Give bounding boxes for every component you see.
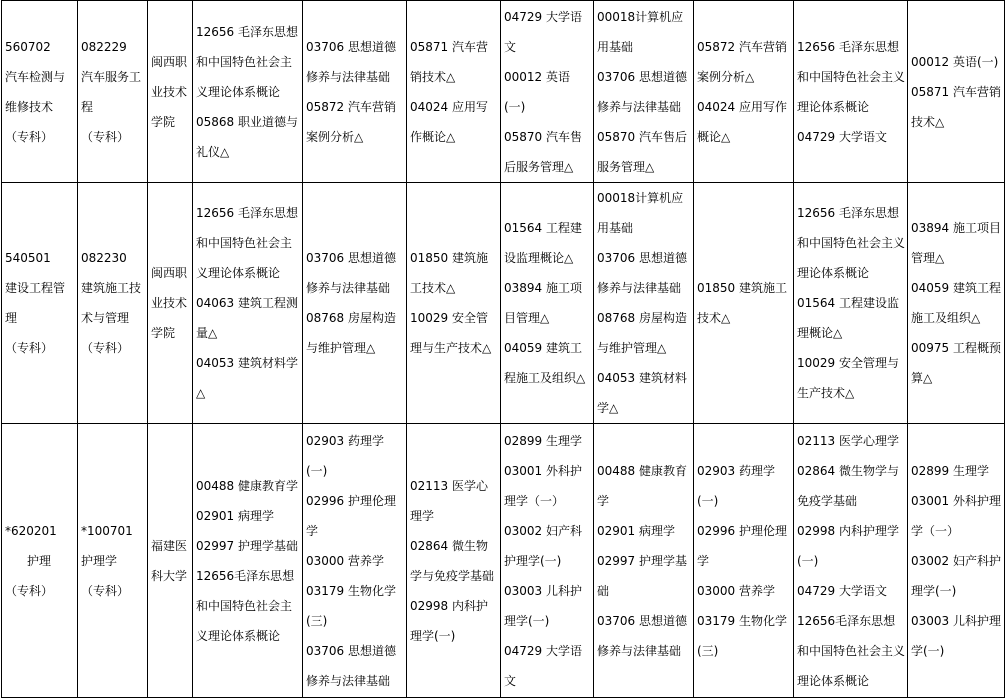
course: 05872 汽车营销案例分析△ <box>697 39 787 84</box>
course-cell <box>501 1 594 183</box>
course-cell <box>694 1 794 183</box>
course-cell <box>794 183 908 424</box>
course: 00018计算机应用基础 <box>597 9 684 54</box>
course-cell <box>908 183 1005 424</box>
school-major-level: （专科） <box>81 583 130 598</box>
course: 04063 建筑工程测量△ <box>196 296 298 340</box>
course: 08768 房屋构造与维护管理△ <box>306 311 396 355</box>
course: 03002 妇产科护理学(一) <box>504 523 582 568</box>
course: 03003 儿科护理学(一) <box>504 583 582 628</box>
course: 02998 内科护理学(一) <box>797 523 899 568</box>
major-level: （专科） <box>5 583 54 598</box>
major-code: *620201 <box>5 523 57 538</box>
course-cell <box>594 424 694 698</box>
course: 12656毛泽东思想和中国特色社会主义理论体系概论 <box>797 613 906 688</box>
school-major-cell <box>78 424 148 698</box>
major-name: 护理 <box>27 553 52 568</box>
course: 00975 工程概预算△ <box>911 341 1001 385</box>
course: 03002 妇产科护理学(一) <box>911 553 1001 598</box>
course: 03003 儿科护理学(一) <box>911 613 1001 658</box>
course: 01850 建筑施工技术△ <box>410 251 488 295</box>
course-cell <box>303 424 407 698</box>
school-major-name: 汽车服务工程 <box>81 69 142 114</box>
course: 03000 营养学 <box>697 583 775 598</box>
course: 03706 思想道德修养与法律基础 <box>306 251 396 295</box>
course: 02113 医学心理学 <box>797 433 899 448</box>
course: 02996 护理伦理学 <box>697 523 787 568</box>
course: 08768 房屋构造与维护管理△ <box>597 311 687 355</box>
course: 04024 应用写作概论△ <box>410 99 488 144</box>
course-cell <box>908 1 1005 183</box>
course: 05870 汽车售后服务管理△ <box>597 129 687 174</box>
course: 02899 生理学 <box>911 463 989 478</box>
table-row <box>2 424 1005 698</box>
course: 02996 护理伦理学 <box>306 493 396 538</box>
course-cell <box>407 183 501 424</box>
school-major-cell <box>78 1 148 183</box>
course-cell <box>193 424 303 698</box>
course: 00488 健康教育学 <box>597 463 687 508</box>
exam-schedule-table <box>1 0 1005 698</box>
course: 03179 生物化学(三) <box>306 583 396 628</box>
course: 02997 护理学基础 <box>597 553 687 598</box>
course-cell <box>694 183 794 424</box>
school-major-level: （专科） <box>81 341 130 355</box>
course: 03179 生物化学(三) <box>697 613 787 658</box>
course: 04729 大学语文 <box>797 583 887 598</box>
school-major-name: 建筑施工技术与管理 <box>81 281 142 325</box>
course: 04729 大学语文 <box>797 129 887 144</box>
course: 02901 病理学 <box>597 523 675 538</box>
course: 04053 建筑材料学△ <box>597 371 687 415</box>
course: 12656 毛泽东思想和中国特色社会主义理论体系概论 <box>196 24 298 99</box>
major-code: 540501 <box>5 251 51 265</box>
course-cell <box>794 424 908 698</box>
course: 03706 思想道德修养与法律基础 <box>306 643 396 688</box>
course: 04024 应用写作概论△ <box>697 99 787 144</box>
school-major-cell <box>78 183 148 424</box>
course: 03706 思想道德修养与法律基础 <box>597 69 687 114</box>
major-cell <box>2 183 78 424</box>
course-cell <box>407 1 501 183</box>
course: 04053 建筑材料学△ <box>196 356 298 400</box>
course: 03000 营养学 <box>306 553 384 568</box>
course-cell <box>694 424 794 698</box>
course: 03001 外科护理学（一） <box>911 493 1001 538</box>
course: 03001 外科护理学（一） <box>504 463 582 508</box>
school-major-code: 082230 <box>81 251 127 265</box>
course: 02997 护理学基础 <box>196 538 298 553</box>
course: 00012 英语(一) <box>504 69 570 114</box>
course: 03894 施工项目管理△ <box>911 221 1001 265</box>
school-cell: 闽西职业技术学院 <box>148 1 193 183</box>
school-major-code: 082229 <box>81 39 127 54</box>
course-cell <box>303 1 407 183</box>
course: 00012 英语(一) <box>911 54 999 69</box>
course: 02903 药理学(一) <box>306 433 384 478</box>
school-major-name: 护理学 <box>81 553 118 568</box>
course-cell <box>908 424 1005 698</box>
course: 05872 汽车营销案例分析△ <box>306 99 396 144</box>
course: 04059 建筑工程施工及组织△ <box>911 281 1001 325</box>
course: 04059 建筑工程施工及组织△ <box>504 341 586 385</box>
course: 03706 思想道德修养与法律基础 <box>597 613 687 658</box>
course: 02998 内科护理学(一) <box>410 598 488 643</box>
course: 05871 汽车营销技术△ <box>410 39 488 84</box>
school-major-level: （专科） <box>81 129 130 144</box>
course: 02864 微生物学与免疫学基础 <box>410 538 495 583</box>
table-row <box>2 1 1005 183</box>
course-cell <box>594 1 694 183</box>
course: 04729 大学语文 <box>504 643 582 688</box>
course: 10029 安全管理与生产技术△ <box>797 356 899 400</box>
course: 02901 病理学 <box>196 508 274 523</box>
course-cell <box>407 424 501 698</box>
course: 05868 职业道德与礼仪△ <box>196 114 298 159</box>
course: 12656 毛泽东思想和中国特色社会主义理论体系概论 <box>797 206 906 280</box>
course: 00018计算机应用基础 <box>597 191 684 235</box>
course: 01564 工程建设监理概论△ <box>504 221 582 265</box>
course: 12656 毛泽东思想和中国特色社会主义理论体系概论 <box>196 206 298 280</box>
course: 12656 毛泽东思想和中国特色社会主义理论体系概论 <box>797 39 906 114</box>
course-cell <box>594 183 694 424</box>
course-cell <box>303 183 407 424</box>
major-name: 建设工程管理 <box>5 281 66 325</box>
major-cell <box>2 424 78 698</box>
course: 04729 大学语文 <box>504 9 582 54</box>
course-cell <box>193 1 303 183</box>
course: 01564 工程建设监理概论△ <box>797 296 899 340</box>
major-cell <box>2 1 78 183</box>
school-cell: 福建医科大学 <box>148 424 193 698</box>
course: 10029 安全管理与生产技术△ <box>410 311 492 355</box>
course-cell <box>501 424 594 698</box>
course: 02903 药理学(一) <box>697 463 775 508</box>
school-major-code: *100701 <box>81 523 133 538</box>
course: 05870 汽车售后服务管理△ <box>504 129 582 174</box>
course: 12656毛泽东思想和中国特色社会主义理论体系概论 <box>196 568 295 643</box>
course-cell <box>794 1 908 183</box>
course: 02864 微生物学与免疫学基础 <box>797 463 899 508</box>
course: 02899 生理学 <box>504 433 582 448</box>
major-name: 汽车检测与维修技术（专科） <box>5 69 66 144</box>
course: 02113 医学心理学 <box>410 478 488 523</box>
school-cell: 闽西职业技术学院 <box>148 183 193 424</box>
course: 03894 施工项目管理△ <box>504 281 582 325</box>
course: 03706 思想道德修养与法律基础 <box>597 251 687 295</box>
major-code: 560702 <box>5 39 51 54</box>
course-cell <box>501 183 594 424</box>
course: 03706 思想道德修养与法律基础 <box>306 39 396 84</box>
table-row <box>2 183 1005 424</box>
course-cell <box>193 183 303 424</box>
course: 05871 汽车营销技术△ <box>911 84 1001 129</box>
course: 00488 健康教育学 <box>196 478 298 493</box>
course: 01850 建筑施工技术△ <box>697 281 787 325</box>
major-level: （专科） <box>5 341 54 355</box>
